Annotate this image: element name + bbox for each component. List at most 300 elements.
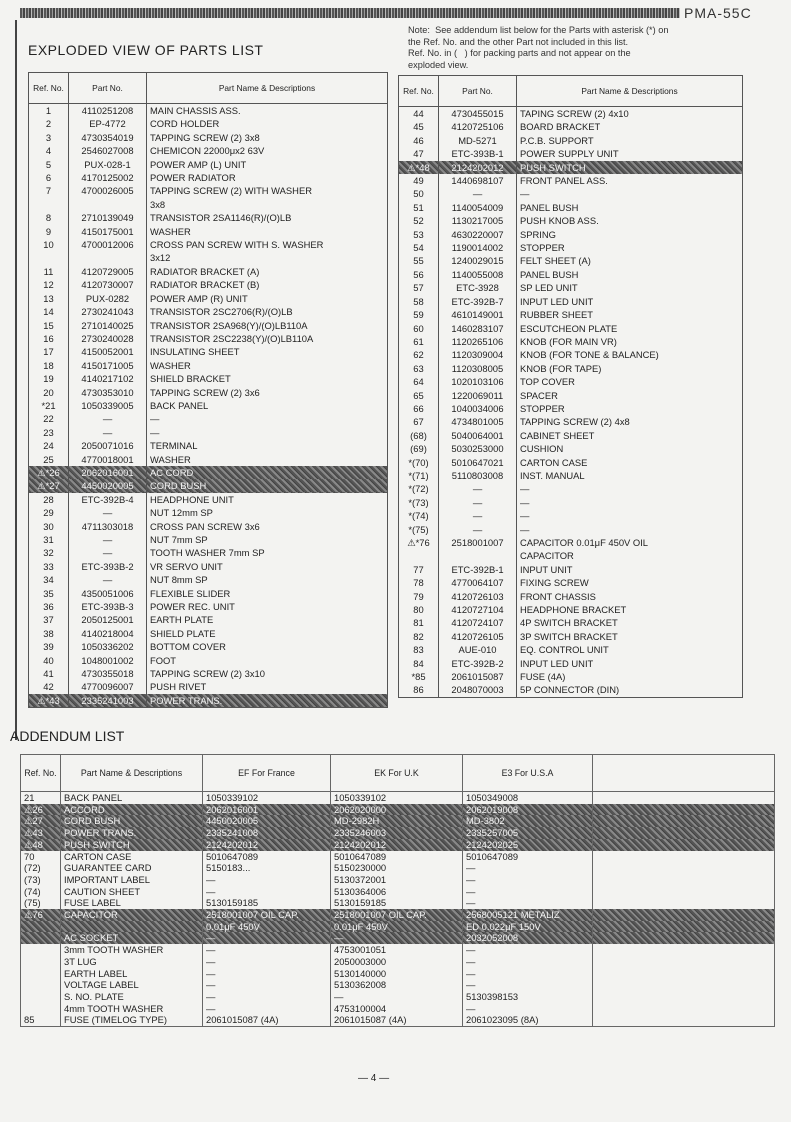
table-cell: 2335241003 bbox=[69, 694, 147, 708]
table-cell: MD-5271 bbox=[439, 134, 517, 147]
note-line: Note: See addendum list below for the Parts with asterisk (*) on bbox=[408, 25, 669, 35]
table-cell bbox=[21, 991, 61, 1003]
table-cell: BOARD BRACKET bbox=[517, 120, 743, 133]
col-ref-no: Ref. No. bbox=[21, 755, 61, 792]
table-cell: NUT 7mm SP bbox=[147, 533, 388, 546]
table-cell: 79 bbox=[399, 590, 439, 603]
table-cell: 2050125001 bbox=[69, 613, 147, 626]
table-cell: ESCUTCHEON PLATE bbox=[517, 322, 743, 335]
table-row bbox=[21, 968, 775, 980]
table-cell: BOTTOM COVER bbox=[147, 640, 388, 653]
table-cell: 59 bbox=[399, 308, 439, 321]
table-cell: 4120725106 bbox=[439, 120, 517, 133]
table-cell: 32 bbox=[29, 546, 69, 559]
table-cell bbox=[29, 198, 69, 211]
table-cell: TERMINAL bbox=[147, 439, 388, 452]
table-row bbox=[21, 839, 775, 851]
table-cell: 39 bbox=[29, 640, 69, 653]
table-cell: 1240029015 bbox=[439, 254, 517, 267]
table-cell: INPUT LED UNIT bbox=[517, 657, 743, 670]
table-cell: 36 bbox=[29, 600, 69, 613]
table-cell: (72) bbox=[21, 862, 61, 874]
table-row bbox=[29, 345, 388, 358]
table-cell: 29 bbox=[29, 506, 69, 519]
table-cell: 46 bbox=[399, 134, 439, 147]
table-cell: 0.01μF 450V bbox=[203, 921, 331, 933]
table-cell bbox=[593, 1003, 775, 1015]
table-cell: 5150183... bbox=[203, 862, 331, 874]
table-cell: 2335246003 bbox=[331, 827, 463, 839]
table-cell bbox=[21, 1003, 61, 1015]
table-cell: CARTON CASE bbox=[517, 456, 743, 469]
table-cell: 1190014002 bbox=[439, 241, 517, 254]
table-cell: TAPING SCREW (2) 4x10 bbox=[517, 107, 743, 121]
table-row bbox=[29, 573, 388, 586]
table-cell: 60 bbox=[399, 322, 439, 335]
note-line: the Ref. No. and the other Part not included in this list. bbox=[408, 36, 629, 47]
table-cell: 4120729005 bbox=[69, 265, 147, 278]
table-cell: 84 bbox=[399, 657, 439, 670]
table-cell: 3mm TOOTH WASHER bbox=[61, 944, 203, 956]
table-row bbox=[29, 640, 388, 653]
table-cell: 1130217005 bbox=[439, 214, 517, 227]
table-cell: 4700026005 bbox=[69, 184, 147, 197]
table-cell: NUT 8mm SP bbox=[147, 573, 388, 586]
table-cell: 4730355018 bbox=[69, 667, 147, 680]
table-row bbox=[399, 509, 743, 522]
table-row bbox=[21, 991, 775, 1003]
table-cell: 31 bbox=[29, 533, 69, 546]
table-cell: 4120724107 bbox=[439, 616, 517, 629]
table-cell: INSULATING SHEET bbox=[147, 345, 388, 358]
table-cell bbox=[593, 979, 775, 991]
table-row bbox=[399, 415, 743, 428]
table-cell: RADIATOR BRACKET (B) bbox=[147, 278, 388, 291]
col-description: Part Name & Descriptions bbox=[147, 73, 388, 104]
table-row bbox=[399, 348, 743, 361]
table-cell: — bbox=[463, 979, 593, 991]
table-cell: *(75) bbox=[399, 523, 439, 536]
table-cell: 14 bbox=[29, 305, 69, 318]
table-cell: — bbox=[463, 886, 593, 898]
table-cell: TAPPING SCREW (2) 3x8 bbox=[147, 131, 388, 144]
table-cell: WASHER bbox=[147, 453, 388, 466]
table-cell: EP-4772 bbox=[69, 117, 147, 130]
table-cell: 2568005121 METALIZ bbox=[463, 909, 593, 921]
table-row bbox=[399, 187, 743, 200]
table-cell: CAUTION SHEET bbox=[61, 886, 203, 898]
table-cell: ⚠43 bbox=[21, 827, 61, 839]
table-row bbox=[399, 456, 743, 469]
table-cell: *85 bbox=[399, 670, 439, 683]
table-cell: 2546027008 bbox=[69, 144, 147, 157]
table-cell bbox=[399, 549, 439, 562]
table-row bbox=[29, 587, 388, 600]
table-row bbox=[399, 268, 743, 281]
table-cell: 4170125002 bbox=[69, 171, 147, 184]
table-cell: PUSH RIVET bbox=[147, 680, 388, 693]
table-cell: 4110251208 bbox=[69, 104, 147, 118]
table-cell: P.C.B. SUPPORT bbox=[517, 134, 743, 147]
table-cell: 4734801005 bbox=[439, 415, 517, 428]
table-cell: 2062016001 bbox=[203, 804, 331, 816]
table-cell: — bbox=[203, 956, 331, 968]
table-cell: TAPPING SCREW (2) 3x10 bbox=[147, 667, 388, 680]
table-row bbox=[21, 862, 775, 874]
table-cell: 13 bbox=[29, 292, 69, 305]
table-cell: 4120730007 bbox=[69, 278, 147, 291]
table-cell: — bbox=[439, 496, 517, 509]
table-cell bbox=[21, 979, 61, 991]
col-part-no: Part No. bbox=[439, 76, 517, 107]
table-cell: 5130372001 bbox=[331, 874, 463, 886]
table-cell: 44 bbox=[399, 107, 439, 121]
table-cell: 42 bbox=[29, 680, 69, 693]
table-cell: — bbox=[517, 482, 743, 495]
table-row bbox=[21, 944, 775, 956]
table-cell: — bbox=[463, 1003, 593, 1015]
table-row bbox=[399, 389, 743, 402]
table-cell: 25 bbox=[29, 453, 69, 466]
table-row bbox=[399, 469, 743, 482]
table-cell: 1020103106 bbox=[439, 375, 517, 388]
table-cell bbox=[69, 251, 147, 264]
table-cell: 5P CONNECTOR (DIN) bbox=[517, 683, 743, 697]
table-row bbox=[29, 104, 388, 118]
table-cell: AC SOCKET bbox=[61, 932, 203, 944]
table-cell: 86 bbox=[399, 683, 439, 697]
table-cell: 28 bbox=[29, 493, 69, 506]
table-cell: ETC-392B-4 bbox=[69, 493, 147, 506]
table-cell: 3x8 bbox=[147, 198, 388, 211]
table-row bbox=[29, 479, 388, 492]
table-cell: 2124202012 bbox=[203, 839, 331, 851]
table-cell: TOP COVER bbox=[517, 375, 743, 388]
table-cell: 4770018001 bbox=[69, 453, 147, 466]
table-row bbox=[399, 120, 743, 133]
table-cell: 47 bbox=[399, 147, 439, 160]
table-cell: TAPPING SCREW (2) 3x6 bbox=[147, 386, 388, 399]
table-cell: KNOB (FOR MAIN VR) bbox=[517, 335, 743, 348]
table-row bbox=[29, 506, 388, 519]
table-row bbox=[29, 265, 388, 278]
table-cell: 4730354019 bbox=[69, 131, 147, 144]
table-cell: RUBBER SHEET bbox=[517, 308, 743, 321]
table-cell: — bbox=[147, 412, 388, 425]
table-cell: 37 bbox=[29, 613, 69, 626]
table-row bbox=[21, 827, 775, 839]
table-cell: CORD BUSH bbox=[147, 479, 388, 492]
table-cell: — bbox=[463, 968, 593, 980]
table-row bbox=[399, 616, 743, 629]
table-row bbox=[29, 319, 388, 332]
table-cell: 49 bbox=[399, 174, 439, 187]
table-cell bbox=[593, 897, 775, 909]
table-row bbox=[29, 198, 388, 211]
table-cell: POWER TRANS. bbox=[61, 827, 203, 839]
table-cell: ETC-393B-3 bbox=[69, 600, 147, 613]
table-cell: — bbox=[203, 979, 331, 991]
table-row bbox=[399, 630, 743, 643]
table-row bbox=[21, 1014, 775, 1026]
table-cell: — bbox=[517, 496, 743, 509]
table-row bbox=[29, 251, 388, 264]
table-cell: ACCORD bbox=[61, 804, 203, 816]
table-cell: 57 bbox=[399, 281, 439, 294]
table-cell: — bbox=[203, 886, 331, 898]
table-row bbox=[29, 680, 388, 693]
table-cell: 53 bbox=[399, 228, 439, 241]
table-cell: 5010647089 bbox=[331, 851, 463, 863]
table-row bbox=[399, 496, 743, 509]
table-cell: 2061023095 (8A) bbox=[463, 1014, 593, 1026]
table-cell: BACK PANEL bbox=[147, 399, 388, 412]
table-cell: 35 bbox=[29, 587, 69, 600]
table-cell: — bbox=[203, 944, 331, 956]
table-row bbox=[29, 171, 388, 184]
table-cell: *(73) bbox=[399, 496, 439, 509]
table-cell: CUSHION bbox=[517, 442, 743, 455]
table-cell: — bbox=[147, 426, 388, 439]
table-cell: 2032052008 bbox=[463, 932, 593, 944]
table-cell: 4150175001 bbox=[69, 225, 147, 238]
table-cell bbox=[593, 991, 775, 1003]
table-cell: — bbox=[463, 897, 593, 909]
table-cell bbox=[593, 886, 775, 898]
table-cell: 2061015087 (4A) bbox=[203, 1014, 331, 1026]
table-cell: 4730353010 bbox=[69, 386, 147, 399]
table-row bbox=[399, 549, 743, 562]
table-cell: POWER TRANS. bbox=[147, 694, 388, 708]
table-row bbox=[399, 335, 743, 348]
table-cell: 4140217102 bbox=[69, 372, 147, 385]
table-cell: 1050339102 bbox=[331, 792, 463, 804]
parts-table-left bbox=[28, 72, 388, 708]
table-row bbox=[21, 897, 775, 909]
table-cell bbox=[21, 968, 61, 980]
table-cell: CROSS PAN SCREW 3x6 bbox=[147, 520, 388, 533]
table-cell: EQ. CONTROL UNIT bbox=[517, 643, 743, 656]
table-row bbox=[29, 439, 388, 452]
page-number: — 4 — bbox=[358, 1073, 390, 1084]
table-cell: MD-2982H bbox=[331, 815, 463, 827]
table-cell: — bbox=[69, 426, 147, 439]
table-cell: ETC-392B-1 bbox=[439, 563, 517, 576]
table-cell: TRANSISTOR 2SA1146(R)/(O)LB bbox=[147, 211, 388, 224]
table-cell: 5130140000 bbox=[331, 968, 463, 980]
table-cell: 2062019008 bbox=[463, 804, 593, 816]
table-cell: MD-3802 bbox=[463, 815, 593, 827]
table-cell: 24 bbox=[29, 439, 69, 452]
table-cell: 5 bbox=[29, 158, 69, 171]
table-cell: 65 bbox=[399, 389, 439, 402]
table-cell: 4630220007 bbox=[439, 228, 517, 241]
table-row bbox=[399, 683, 743, 697]
table-cell: ⚠*26 bbox=[29, 466, 69, 479]
table-row bbox=[399, 228, 743, 241]
table-row bbox=[399, 147, 743, 160]
table-row bbox=[21, 932, 775, 944]
table-row bbox=[21, 815, 775, 827]
table-cell: 83 bbox=[399, 643, 439, 656]
table-row bbox=[29, 225, 388, 238]
table-cell: 52 bbox=[399, 214, 439, 227]
table-cell: CHEMICON 22000μx2 63V bbox=[147, 144, 388, 157]
table-row bbox=[21, 792, 775, 804]
table-cell: 4753100004 bbox=[331, 1003, 463, 1015]
table-cell: 3P SWITCH BRACKET bbox=[517, 630, 743, 643]
table-row bbox=[29, 117, 388, 130]
table-cell: 30 bbox=[29, 520, 69, 533]
table-row bbox=[21, 851, 775, 863]
table-cell: 2710140025 bbox=[69, 319, 147, 332]
table-cell: 4711303018 bbox=[69, 520, 147, 533]
table-cell: BACK PANEL bbox=[61, 792, 203, 804]
table-row bbox=[29, 613, 388, 626]
table-cell: — bbox=[439, 187, 517, 200]
table-cell: NUT 12mm SP bbox=[147, 506, 388, 519]
table-cell: 4 bbox=[29, 144, 69, 157]
table-cell: CAPACITOR bbox=[61, 909, 203, 921]
table-row bbox=[21, 886, 775, 898]
table-cell: 77 bbox=[399, 563, 439, 576]
table-cell: INPUT UNIT bbox=[517, 563, 743, 576]
table-cell: 40 bbox=[29, 654, 69, 667]
table-cell: — bbox=[439, 482, 517, 495]
table-row bbox=[29, 359, 388, 372]
table-cell: CABINET SHEET bbox=[517, 429, 743, 442]
table-cell: 1440698107 bbox=[439, 174, 517, 187]
table-cell: 5130159185 bbox=[331, 897, 463, 909]
table-cell: 55 bbox=[399, 254, 439, 267]
table-cell: FIXING SCREW bbox=[517, 576, 743, 589]
table-cell: ETC-393B-1 bbox=[439, 147, 517, 160]
table-row bbox=[29, 131, 388, 144]
table-cell: 5130364006 bbox=[331, 886, 463, 898]
table-cell: ⚠48 bbox=[21, 839, 61, 851]
table-cell: 21 bbox=[21, 792, 61, 804]
table-cell: — bbox=[517, 509, 743, 522]
table-cell: EARTH LABEL bbox=[61, 968, 203, 980]
table-cell: AUE-010 bbox=[439, 643, 517, 656]
col-ref-no: Ref. No. bbox=[399, 76, 439, 107]
table-cell: CAPACITOR bbox=[517, 549, 743, 562]
table-cell: — bbox=[69, 412, 147, 425]
table-cell: 1120265106 bbox=[439, 335, 517, 348]
table-cell: TRANSISTOR 2SC2238(Y)/(O)LB110A bbox=[147, 332, 388, 345]
table-cell: 3x12 bbox=[147, 251, 388, 264]
table-cell: — bbox=[463, 944, 593, 956]
table-cell: 23 bbox=[29, 426, 69, 439]
table-cell: — bbox=[331, 991, 463, 1003]
table-cell: ⚠27 bbox=[21, 815, 61, 827]
table-cell: 66 bbox=[399, 402, 439, 415]
table-row bbox=[399, 536, 743, 549]
table-cell: TAPPING SCREW (2) 4x8 bbox=[517, 415, 743, 428]
table-cell: CAPACITOR 0.01μF 450V OIL bbox=[517, 536, 743, 549]
table-cell: 5040064001 bbox=[439, 429, 517, 442]
table-cell: POWER AMP (R) UNIT bbox=[147, 292, 388, 305]
table-cell: 56 bbox=[399, 268, 439, 281]
table-cell: ETC-392B-7 bbox=[439, 295, 517, 308]
table-cell: POWER SUPPLY UNIT bbox=[517, 147, 743, 160]
table-row bbox=[21, 921, 775, 933]
table-row bbox=[29, 386, 388, 399]
table-cell: — bbox=[203, 932, 331, 944]
table-cell: 50 bbox=[399, 187, 439, 200]
col-uk: EK For U.K bbox=[331, 755, 463, 792]
table-cell: 63 bbox=[399, 362, 439, 375]
table-cell bbox=[29, 251, 69, 264]
table-cell: 2061015087 bbox=[439, 670, 517, 683]
table-cell: — bbox=[463, 862, 593, 874]
table-cell: 5010647089 bbox=[463, 851, 593, 863]
table-cell: PUSH SWITCH bbox=[517, 161, 743, 174]
table-cell: 3 bbox=[29, 131, 69, 144]
table-cell: 15 bbox=[29, 319, 69, 332]
table-cell: 4350051006 bbox=[69, 587, 147, 600]
table-cell: — bbox=[439, 509, 517, 522]
table-cell: ⚠*27 bbox=[29, 479, 69, 492]
table-cell: SHIELD BRACKET bbox=[147, 372, 388, 385]
table-cell: ETC-3928 bbox=[439, 281, 517, 294]
table-cell: FRONT CHASSIS bbox=[517, 590, 743, 603]
table-cell: 4450020005 bbox=[69, 479, 147, 492]
table-cell: WASHER bbox=[147, 359, 388, 372]
table-cell bbox=[439, 549, 517, 562]
table-row bbox=[399, 362, 743, 375]
table-row bbox=[399, 442, 743, 455]
table-row bbox=[399, 670, 743, 683]
table-cell: 1140054009 bbox=[439, 201, 517, 214]
table-cell: 81 bbox=[399, 616, 439, 629]
table-cell: — bbox=[69, 546, 147, 559]
table-cell: ⚠76 bbox=[21, 909, 61, 921]
table-cell: 64 bbox=[399, 375, 439, 388]
table-cell: 4730455015 bbox=[439, 107, 517, 121]
table-cell: 4753001051 bbox=[331, 944, 463, 956]
table-cell: MAIN CHASSIS ASS. bbox=[147, 104, 388, 118]
table-cell: 2061015087 (4A) bbox=[331, 1014, 463, 1026]
table-cell bbox=[593, 839, 775, 851]
table-cell bbox=[69, 198, 147, 211]
table-cell: 80 bbox=[399, 603, 439, 616]
table-cell bbox=[21, 932, 61, 944]
table-cell: — bbox=[331, 932, 463, 944]
table-cell: (73) bbox=[21, 874, 61, 886]
table-row bbox=[21, 909, 775, 921]
table-row bbox=[21, 979, 775, 991]
table-cell: EARTH PLATE bbox=[147, 613, 388, 626]
table-row bbox=[399, 603, 743, 616]
table-cell: PUSH SWITCH bbox=[61, 839, 203, 851]
table-row bbox=[399, 281, 743, 294]
table-row bbox=[29, 412, 388, 425]
table-cell: 61 bbox=[399, 335, 439, 348]
table-cell: 1220069011 bbox=[439, 389, 517, 402]
table-cell: 5010647089 bbox=[203, 851, 331, 863]
table-cell: *21 bbox=[29, 399, 69, 412]
note-text bbox=[408, 25, 748, 71]
table-cell: FOOT bbox=[147, 654, 388, 667]
table-row bbox=[399, 576, 743, 589]
table-row bbox=[29, 278, 388, 291]
table-cell: 18 bbox=[29, 359, 69, 372]
table-cell: 5130398153 bbox=[463, 991, 593, 1003]
table-cell: 4120727104 bbox=[439, 603, 517, 616]
table-cell: 5130159185 bbox=[203, 897, 331, 909]
table-cell: FUSE LABEL bbox=[61, 897, 203, 909]
